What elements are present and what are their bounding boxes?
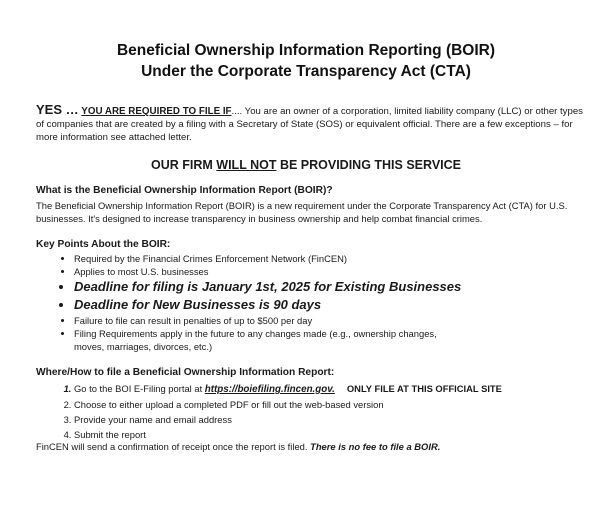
footer-note [36, 441, 596, 452]
footer-text: FinCEN will send a confirmation of receipt once the report is filed. [36, 441, 311, 452]
official-site-note: ONLY FILE AT THIS OFFICIAL SITE [346, 383, 502, 394]
required-label: YOU ARE REQUIRED TO FILE IF [81, 106, 232, 117]
key-points-heading: Key Points About the BOIR: [36, 239, 171, 250]
notice-after: BE PROVIDING THIS SERVICE [276, 158, 461, 172]
list-item: • Failure to file can result in penalties of up to $500 per day [74, 314, 574, 327]
list-item: 2. Choose to either upload a completed PDF or fill out the web-based version [74, 397, 594, 412]
how-heading: Where/How to file a Beneficial Ownership Information Report: [36, 367, 335, 378]
document-title [0, 40, 612, 82]
intro-paragraph [36, 103, 584, 144]
list-item: • Deadline for filing is January 1st, 2025 for Existing Businesses [74, 278, 574, 296]
no-fee-note: There is no fee to file a BOIR. [310, 441, 441, 452]
list-item: • Applies to most U.S. businesses [74, 265, 574, 278]
what-paragraph: The Beneficial Ownership Information Report (BOIR) is a new requirement under the Corporate Transparency Act (CTA) for U.S. businesses. It's designed to increase transparency in business ownership and help combat financial crimes. [36, 200, 568, 224]
list-item: • Filing Requirements apply in the future to any changes made (e.g., ownership changes, moves, marriages, divorces, etc.) [74, 327, 454, 353]
list-item: • Deadline for New Businesses is 90 days [74, 296, 574, 314]
notice-before: OUR FIRM [151, 158, 217, 172]
notice-emphasis: WILL NOT [216, 158, 277, 172]
yes-label: YES … [36, 102, 79, 117]
boi-filing-link[interactable]: https://boiefiling.fincen.gov. [204, 384, 335, 395]
step1-text: Go to the BOI E-Filing portal at [74, 383, 205, 394]
service-notice [0, 158, 612, 172]
list-item: 3. Provide your name and email address [74, 412, 594, 427]
list-item [74, 381, 594, 397]
intro-text: .... You are an owner of a corporation, limited liability company (LLC) or other types of companies that are created by a filing with a Secretary of State (SOS) or equivalent official. There are a few exceptions – for more information see attached letter. [36, 106, 583, 143]
list-item: • Required by the Financial Crimes Enforcement Network (FinCEN) [74, 252, 574, 265]
filing-steps-list [56, 381, 594, 442]
title-line-1: Beneficial Ownership Information Reporting (BOIR) [116, 42, 496, 59]
key-points-list [56, 252, 574, 353]
title-line-2: Under the Corporate Transparency Act (CTA) [141, 63, 471, 80]
what-heading: What is the Beneficial Ownership Information Report (BOIR)? [36, 185, 333, 196]
list-item: 4. Submit the report [74, 427, 594, 442]
